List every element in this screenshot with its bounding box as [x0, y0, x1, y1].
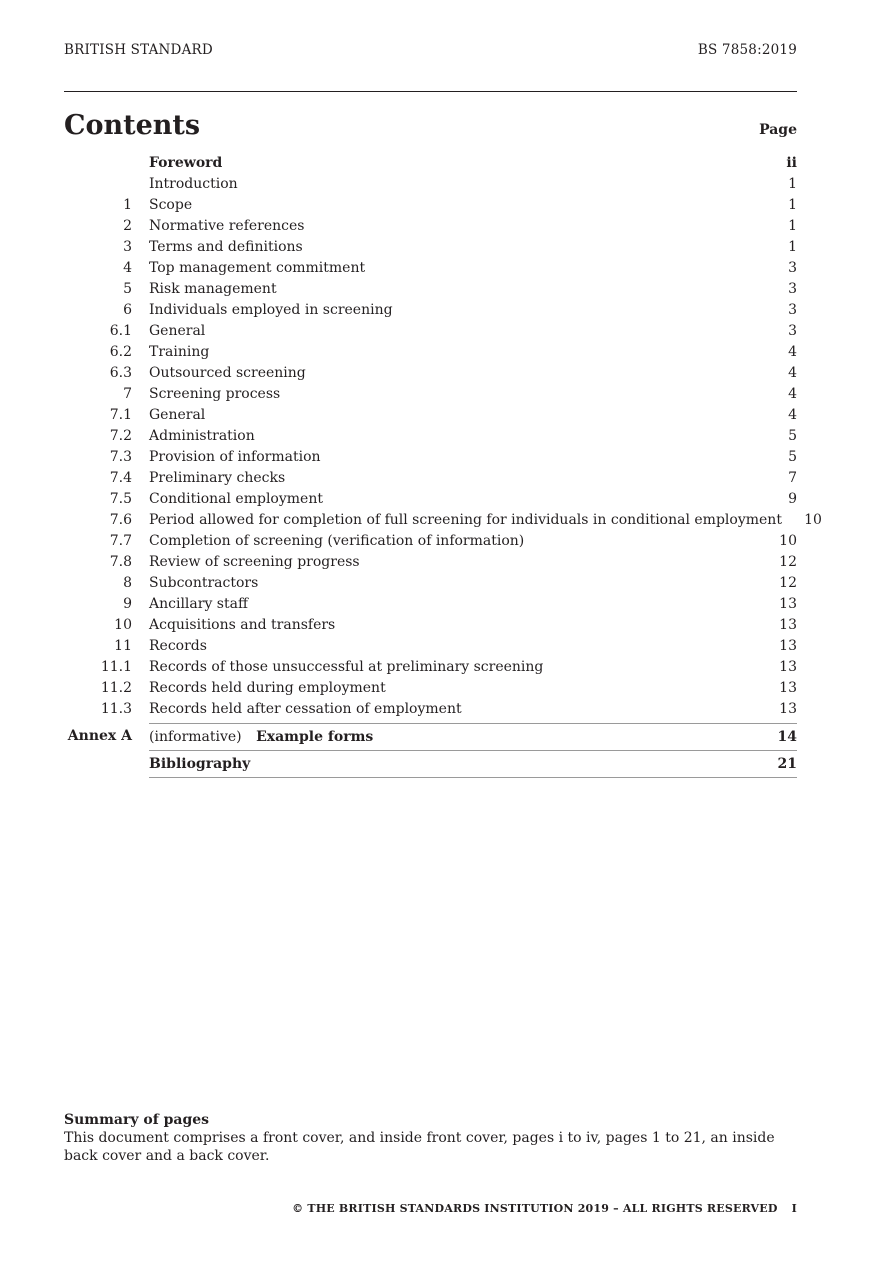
toc-entry-page: 3: [788, 323, 797, 339]
toc-entry[interactable]: [64, 342, 797, 363]
toc-entry-number: 1: [123, 197, 132, 213]
toc-entry-page: 1: [788, 239, 797, 255]
toc-entry-title: Preliminary checks: [149, 470, 286, 486]
toc-entry-page: 5: [788, 449, 797, 465]
toc-entry[interactable]: [64, 510, 822, 531]
summary-of-pages: [64, 1111, 797, 1165]
annex-page: 14: [777, 729, 797, 745]
toc-entry[interactable]: [64, 489, 797, 510]
toc-entry-page: 4: [788, 407, 797, 423]
toc-entry-number: 7.6: [109, 512, 132, 528]
bibliography-title: Bibliography: [149, 756, 251, 772]
toc-entry-page: 5: [788, 428, 797, 444]
toc-entry-title: Acquisitions and transfers: [149, 617, 336, 633]
toc-entry-number: 5: [123, 281, 132, 297]
toc-entry-page: 10: [804, 512, 822, 528]
toc-entry-title: Terms and definitions: [149, 239, 303, 255]
table-of-contents: [64, 153, 822, 778]
toc-entry-number: 11.2: [100, 680, 132, 696]
toc-entry-title: Records: [149, 638, 207, 654]
annex-qualifier: (informative): [149, 729, 242, 745]
toc-entry-number: 11.3: [100, 701, 132, 717]
toc-entry[interactable]: [64, 237, 797, 258]
toc-entry-number: 7.4: [109, 470, 132, 486]
toc-entry-title: Administration: [149, 428, 255, 444]
annex-entry-line: [149, 723, 797, 750]
toc-bottom-rule: [149, 777, 797, 778]
toc-entry-number: 7: [123, 386, 132, 402]
toc-entry-number: 11: [114, 638, 132, 654]
toc-entry[interactable]: [64, 216, 797, 237]
toc-entry-title: Introduction: [149, 176, 238, 192]
toc-entry-title: Screening process: [149, 386, 281, 402]
toc-entry-title: Review of screening progress: [149, 554, 360, 570]
toc-annex-entry[interactable]: [64, 723, 797, 750]
toc-entry-number: 7.3: [109, 449, 132, 465]
toc-entry-title: General: [149, 407, 206, 423]
toc-entry[interactable]: [64, 384, 797, 405]
toc-entry[interactable]: [64, 615, 797, 636]
running-header-right: BS 7858:2019: [697, 42, 797, 58]
toc-entry-title: Top management commitment: [149, 260, 366, 276]
summary-text: This document comprises a front cover, and inside front cover, pages i to iv, pages 1 to 21, an inside back cover and a back cover.: [64, 1130, 775, 1164]
toc-entry-number: 8: [123, 575, 132, 591]
toc-entry[interactable]: [64, 300, 797, 321]
toc-entries: [64, 153, 822, 720]
toc-entry[interactable]: [64, 195, 797, 216]
toc-entry-number: 2: [123, 218, 132, 234]
toc-entry-number: 6.2: [109, 344, 132, 360]
toc-entry[interactable]: [64, 258, 797, 279]
page-title: Contents: [64, 110, 201, 141]
toc-entry-title: Conditional employment: [149, 491, 323, 507]
toc-entry-title: Outsourced screening: [149, 365, 306, 381]
toc-entry[interactable]: [64, 279, 797, 300]
toc-entry-number: 7.8: [109, 554, 132, 570]
annex-label: Annex A: [67, 728, 132, 744]
toc-entry-page: 1: [788, 176, 797, 192]
annex-title: Example forms: [256, 729, 374, 745]
bibliography-num: [64, 750, 132, 777]
toc-entry-number: 7.1: [109, 407, 132, 423]
toc-entry-page: 13: [779, 638, 797, 654]
toc-entry[interactable]: [64, 468, 797, 489]
toc-entry-number: 7.7: [109, 533, 132, 549]
toc-entry-page: 12: [779, 575, 797, 591]
toc-entry-page: 4: [788, 386, 797, 402]
toc-entry-title: Risk management: [149, 281, 277, 297]
bibliography-entry-line: [149, 750, 797, 777]
toc-entry-page: 1: [788, 218, 797, 234]
toc-entry-number: 7.5: [109, 491, 132, 507]
toc-entry-number: 4: [123, 260, 132, 276]
toc-entry-number: 3: [123, 239, 132, 255]
toc-entry-page: 7: [788, 470, 797, 486]
toc-entry-number: [64, 174, 132, 195]
toc-entry-title: Individuals employed in screening: [149, 302, 393, 318]
toc-entry-title: Records of those unsuccessful at preliminary screening: [149, 659, 544, 675]
toc-entry[interactable]: [64, 699, 797, 720]
toc-entry-page: 3: [788, 281, 797, 297]
toc-entry-page: 4: [788, 365, 797, 381]
toc-entry[interactable]: [64, 174, 797, 195]
toc-entry[interactable]: [64, 552, 797, 573]
toc-entry-page: 9: [788, 491, 797, 507]
page-column-label: Page: [759, 122, 797, 138]
toc-entry-title: Completion of screening (verification of information): [149, 533, 525, 549]
bibliography-page: 21: [777, 756, 797, 772]
toc-entry-number: [64, 153, 132, 174]
header-rule: [64, 91, 797, 92]
toc-entry-page: 13: [779, 680, 797, 696]
toc-entry-title: Records held during employment: [149, 680, 386, 696]
toc-entry[interactable]: [64, 636, 797, 657]
toc-entry-number: 6.1: [109, 323, 132, 339]
toc-entry-number: 6.3: [109, 365, 132, 381]
toc-bibliography-entry[interactable]: [64, 750, 797, 777]
toc-entry-title: Records held after cessation of employment: [149, 701, 462, 717]
toc-entry-page: 13: [779, 701, 797, 717]
toc-entry-page: 10: [779, 533, 797, 549]
toc-entry[interactable]: [64, 321, 797, 342]
toc-entry[interactable]: [64, 573, 797, 594]
toc-entry-number: 9: [123, 596, 132, 612]
summary-title: Summary of pages: [64, 1112, 210, 1128]
toc-entry-title: Provision of information: [149, 449, 321, 465]
toc-entry[interactable]: [64, 153, 797, 174]
toc-entry[interactable]: [64, 594, 797, 615]
toc-entry-title: Subcontractors: [149, 575, 259, 591]
toc-entry-title: Normative references: [149, 218, 305, 234]
toc-entry[interactable]: [64, 405, 797, 426]
toc-entry-title: Ancillary staff: [149, 596, 248, 612]
footer-page-number: I: [791, 1202, 797, 1215]
toc-entry-title: Scope: [149, 197, 193, 213]
toc-entry-number: 11.1: [100, 659, 132, 675]
annex-entry-body: [149, 723, 797, 750]
toc-entry[interactable]: [64, 678, 797, 699]
toc-entry-number: 7.2: [109, 428, 132, 444]
toc-entry-page: 3: [788, 302, 797, 318]
page-footer: [292, 1202, 797, 1215]
toc-entry-page: 12: [779, 554, 797, 570]
toc-entry-title: Period allowed for completion of full screening for individuals in conditional employment: [149, 512, 782, 528]
toc-entry-title: Foreword: [149, 155, 223, 171]
toc-entry-page: 13: [779, 659, 797, 675]
toc-entry-title: Training: [149, 344, 210, 360]
toc-entry-page: 4: [788, 344, 797, 360]
bibliography-entry-body: [149, 750, 797, 777]
annex-title-group: [149, 724, 373, 750]
toc-entry-title: General: [149, 323, 206, 339]
toc-entry-number: 10: [114, 617, 132, 633]
toc-entry-page: 13: [779, 596, 797, 612]
toc-entry[interactable]: [64, 531, 797, 552]
toc-entry[interactable]: [64, 657, 797, 678]
footer-copyright: © THE BRITISH STANDARDS INSTITUTION 2019 – ALL RIGHTS RESERVED: [292, 1202, 778, 1215]
toc-entry-page: 1: [788, 197, 797, 213]
toc-entry[interactable]: [64, 363, 797, 384]
toc-entry[interactable]: [64, 426, 797, 447]
toc-entry-number: 6: [123, 302, 132, 318]
running-header-left: BRITISH STANDARD: [64, 42, 213, 58]
toc-entry-page: 3: [788, 260, 797, 276]
toc-entry[interactable]: [64, 447, 797, 468]
toc-entry-page: 13: [779, 617, 797, 633]
toc-entry-page: ii: [786, 155, 797, 171]
